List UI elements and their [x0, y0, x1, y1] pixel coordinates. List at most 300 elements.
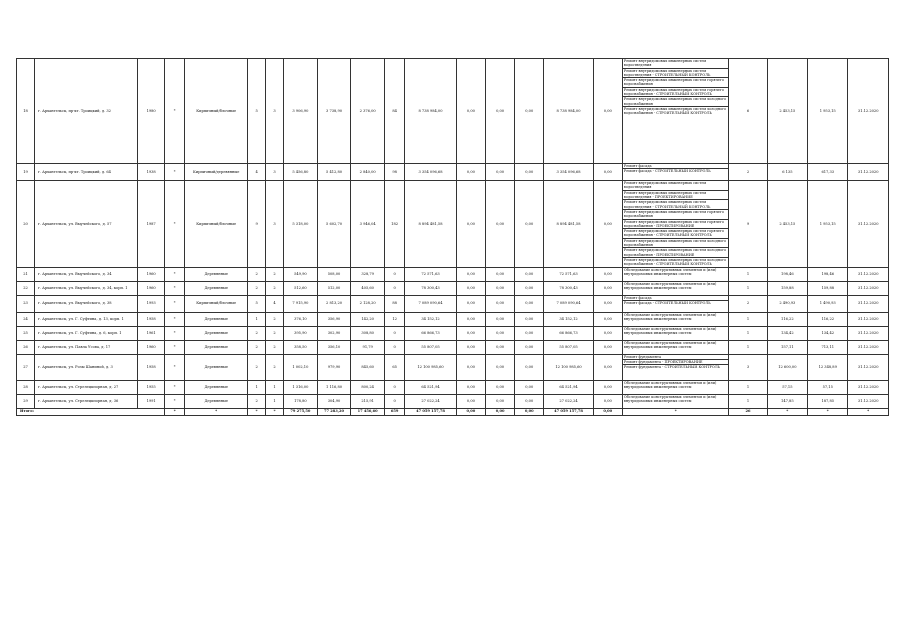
- work-types-cell: [622, 354, 729, 380]
- cell-z4: 0,00: [593, 295, 622, 312]
- cell-date: 31.12.2020: [848, 326, 889, 340]
- total-z3: 0,00: [515, 408, 544, 415]
- cell-peo: 0: [385, 380, 405, 394]
- cell-z2: 0,00: [485, 267, 514, 281]
- cell-z2: 0,00: [485, 164, 514, 181]
- table-row: [17, 267, 889, 281]
- work-types-cell: [622, 326, 729, 340]
- cell-date: 31.12.2020: [848, 312, 889, 326]
- cell-date: 31.12.2020: [848, 281, 889, 295]
- work-type-item: Ремонт внутридомовых инженерных систем горячего водоснабжения: [623, 210, 729, 220]
- work-type-item: Обследование конструктивных элементов и (или) внутридомовых инженерных систем: [623, 281, 717, 290]
- cell-peo: 65: [385, 354, 405, 380]
- cell-z3: 0,00: [515, 59, 544, 164]
- cell-d: *: [165, 281, 185, 295]
- cell-fl: 1: [248, 312, 266, 326]
- cell-k: 6: [729, 59, 767, 164]
- table-row: [17, 59, 889, 164]
- cell-c1: 6 135: [767, 164, 807, 181]
- table-row: [17, 394, 889, 408]
- cell-date: 31.12.2020: [848, 380, 889, 394]
- cell-z1: 0,00: [456, 59, 485, 164]
- cell-year: 1960: [138, 340, 165, 354]
- cell-peo: 0: [385, 394, 405, 408]
- cell-mat: Кирпичный/блочные: [185, 295, 248, 312]
- cell-c1: 2 490,93: [767, 295, 807, 312]
- cell-cost: 7 089 090,64: [405, 295, 457, 312]
- cell-k: 2: [729, 164, 767, 181]
- cell-k: 1: [729, 281, 767, 295]
- cell-en: 2: [266, 354, 284, 380]
- work-type-item: Обследование конструктивных элементов и (или) внутридомовых инженерных систем: [623, 380, 717, 389]
- total-cost: 47 059 157,78: [405, 408, 457, 415]
- cell-c1: 116,22: [767, 312, 807, 326]
- cell-z1: 0,00: [456, 281, 485, 295]
- cell-d: *: [165, 326, 185, 340]
- cell-mat: Деревянные: [185, 340, 248, 354]
- cell-year: 1960: [138, 267, 165, 281]
- cell-c2: 116,22: [808, 312, 848, 326]
- work-type-item: Ремонт фасада - СТРОИТЕЛЬНЫЙ КОНТРОЛЬ: [623, 300, 711, 305]
- cell-addr: г. Архангельск, ул. Выучейского, д. 34: [34, 267, 137, 281]
- cell-d: *: [165, 394, 185, 408]
- cell-mat: Кирпичный/блочные: [185, 181, 248, 267]
- cell-peo: 12: [385, 312, 405, 326]
- total-peo: 659: [385, 408, 405, 415]
- cell-a2: 356,10: [317, 340, 351, 354]
- work-type-item: Ремонт внутридомовых инженерных систем холодного водоснабжения: [623, 97, 729, 107]
- cell-date: 31.12.2020: [848, 181, 889, 267]
- cell-own: 78 300,43: [544, 281, 593, 295]
- work-type-item: Ремонт внутридомовых инженерных систем холодного водоснабжения - ПРОЕКТИРОВАНИЕ: [623, 248, 729, 258]
- cell-n: 19: [17, 164, 35, 181]
- cell-mat: Кирпичный/деревянные: [185, 164, 248, 181]
- cell-d: *: [165, 267, 185, 281]
- cell-en: 3: [266, 181, 284, 267]
- work-type-item: Ремонт внутридомовых инженерных систем горячего водоснабжения - СТРОИТЕЛЬНЫЙ КОНТРОЛЬ: [623, 229, 729, 239]
- cell-z3: 0,00: [515, 164, 544, 181]
- cell-date: 31.12.2020: [848, 354, 889, 380]
- cell-addr: г. Архангельск, пр-кт. Троицкий, д. 64: [34, 164, 137, 181]
- work-type-item: Ремонт внутридомовых инженерных систем горячего водоснабжения - СТРОИТЕЛЬНЫЙ КОНТРОЛЬ: [623, 88, 729, 98]
- cell-c1: 159,88: [767, 281, 807, 295]
- cell-addr: г. Архангельск, ул. Выучейского, д. 34, корп. 1: [34, 281, 137, 295]
- cell-date: 31.12.2020: [848, 164, 889, 181]
- cell-cost: 72 571,63: [405, 267, 457, 281]
- cell-cost: 8 738 984,00: [405, 59, 457, 164]
- cell-c2: 134,42: [808, 326, 848, 340]
- cell-k: 3: [729, 354, 767, 380]
- total-en: *: [266, 408, 284, 415]
- cell-en: 2: [266, 326, 284, 340]
- cell-a2: 304,90: [317, 394, 351, 408]
- cell-a2: 2 813,20: [317, 295, 351, 312]
- work-types-cell: [622, 340, 729, 354]
- cell-addr: г. Архангельск, пр-кт. Троицкий, д. 32: [34, 59, 137, 164]
- cell-en: 3: [266, 59, 284, 164]
- work-type-item: Ремонт внутридомовых инженерных систем водоотведения - СТРОИТЕЛЬНЫЙ КОНТРОЛЬ: [623, 69, 729, 79]
- table-row: [17, 340, 889, 354]
- work-types-cell: [622, 295, 729, 312]
- cell-fl: 9: [248, 181, 266, 267]
- cell-c2: 187,85: [808, 394, 848, 408]
- cell-d: *: [165, 380, 185, 394]
- cell-year: 1961: [138, 326, 165, 340]
- cell-n: 27: [17, 354, 35, 380]
- cell-year: 1960: [138, 281, 165, 295]
- work-type-item: Ремонт фундамента: [623, 355, 729, 360]
- work-types-cell: [622, 267, 729, 281]
- cell-a2: 979,90: [317, 354, 351, 380]
- cell-mat: Деревянные: [185, 281, 248, 295]
- cell-z2: 0,00: [485, 354, 514, 380]
- cell-mat: Деревянные: [185, 267, 248, 281]
- cell-c2: 713,11: [808, 340, 848, 354]
- cell-own: 7 089 090,64: [544, 295, 593, 312]
- total-mat: *: [185, 408, 248, 415]
- cell-c2: 1 953,15: [808, 181, 848, 267]
- cell-z1: 0,00: [456, 181, 485, 267]
- cell-own: 64 521,94: [544, 380, 593, 394]
- cell-c2: 159,88: [808, 281, 848, 295]
- cell-d: *: [165, 295, 185, 312]
- cell-a2: 356,90: [317, 312, 351, 326]
- cell-peo: 182: [385, 181, 405, 267]
- work-type-item: Ремонт внутридомовых инженерных систем холодного водоснабжения - СТРОИТЕЛЬНЫЙ КОНТРОЛЬ: [623, 257, 727, 267]
- cell-z2: 0,00: [485, 326, 514, 340]
- cell-k: 1: [729, 394, 767, 408]
- cell-c2: 57,15: [808, 380, 848, 394]
- work-type-item: Ремонт фундамента - СТРОИТЕЛЬНЫЙ КОНТРОЛЬ: [623, 365, 721, 370]
- work-types-cell: [622, 164, 729, 181]
- total-z1: 0,00: [456, 408, 485, 415]
- cell-z1: 0,00: [456, 295, 485, 312]
- cell-mat: Деревянные: [185, 354, 248, 380]
- cell-cost: 64 521,94: [405, 380, 457, 394]
- cell-c1: 12 600,00: [767, 354, 807, 380]
- cell-z4: 0,00: [593, 267, 622, 281]
- cell-a1: 358,50: [284, 340, 318, 354]
- total-date: *: [848, 408, 889, 415]
- work-type-item: Обследование конструктивных элементов и (или) внутридомовых инженерных систем: [623, 340, 717, 350]
- cell-a3: 845,60: [351, 354, 385, 380]
- work-types-cell: [622, 312, 729, 326]
- cell-own: 55 807,05: [544, 340, 593, 354]
- total-label: Итого:: [17, 408, 165, 415]
- cell-a1: 3 906,90: [284, 59, 318, 164]
- cell-year: 1958: [138, 312, 165, 326]
- cell-d: *: [165, 312, 185, 326]
- cell-date: 31.12.2020: [848, 340, 889, 354]
- cell-mat: Деревянные: [185, 394, 248, 408]
- cell-z2: 0,00: [485, 295, 514, 312]
- cell-addr: г. Архангельск, ул. Стрелецкпорная, д. 36: [34, 394, 137, 408]
- cell-z1: 0,00: [456, 312, 485, 326]
- cell-z2: 0,00: [485, 281, 514, 295]
- cell-z3: 0,00: [515, 326, 544, 340]
- cell-z4: 0,00: [593, 164, 622, 181]
- cell-cost: 66 866,73: [405, 326, 457, 340]
- cell-z4: 0,00: [593, 354, 622, 380]
- cell-z4: 0,00: [593, 59, 622, 164]
- cell-c1: 147,85: [767, 394, 807, 408]
- table-body: [17, 59, 889, 416]
- table-row: [17, 326, 889, 340]
- cell-date: 31.12.2020: [848, 394, 889, 408]
- cell-z3: 0,00: [515, 340, 544, 354]
- cell-z4: 0,00: [593, 340, 622, 354]
- cell-addr: г. Архангельск, ул. Г. Суфтина, д. 6, корп. 1: [34, 326, 137, 340]
- cell-fl: 2: [248, 394, 266, 408]
- cell-n: 22: [17, 281, 35, 295]
- cell-peo: 0: [385, 340, 405, 354]
- cell-z4: 0,00: [593, 312, 622, 326]
- total-row: [17, 408, 889, 415]
- total-a2: 77 283,20: [317, 408, 351, 415]
- cell-a3: 142,20: [351, 312, 385, 326]
- table-row: [17, 281, 889, 295]
- cell-en: 2: [266, 267, 284, 281]
- cell-z4: 0,00: [593, 394, 622, 408]
- capital-repair-table: [16, 58, 889, 416]
- cell-fl: 2: [248, 281, 266, 295]
- cell-peo: 88: [385, 295, 405, 312]
- cell-d: *: [165, 354, 185, 380]
- cell-c2: 1 953,15: [808, 59, 848, 164]
- work-type-item: Ремонт фасада: [623, 296, 729, 301]
- cell-z4: 0,00: [593, 181, 622, 267]
- cell-peo: 0: [385, 281, 405, 295]
- cell-year: 1938: [138, 164, 165, 181]
- cell-a2: 512,00: [317, 281, 351, 295]
- cell-d: *: [165, 59, 185, 164]
- cell-z1: 0,00: [456, 340, 485, 354]
- cell-own: 72 571,63: [544, 267, 593, 281]
- cell-c1: 57,15: [767, 380, 807, 394]
- total-z2: 0,00: [485, 408, 514, 415]
- cell-addr: г. Архангельск, ул. Стрелецкпорная, д. 27: [34, 380, 137, 394]
- work-types-cell: [622, 59, 729, 164]
- work-type-item: Ремонт внутридомовых инженерных систем холодного водоснабжения - СТРОИТЕЛЬНЫЙ КОНТРОЛЬ: [623, 106, 727, 116]
- cell-c1: 157,11: [767, 340, 807, 354]
- work-type-item: Обследование конструктивных элементов и (или) внутридомовых инженерных систем: [623, 326, 717, 336]
- cell-year: 1980: [138, 59, 165, 164]
- cell-date: 31.12.2020: [848, 59, 889, 164]
- work-type-item: Ремонт внутридомовых инженерных систем водоотведения - ПРОЕКТИРОВАНИЕ: [623, 191, 729, 201]
- cell-cost: 3 354 096,68: [405, 164, 457, 181]
- work-type-item: Ремонт фундамента - ПРОЕКТИРОВАНИЕ: [623, 360, 729, 365]
- work-type-item: Ремонт фасада: [623, 164, 729, 169]
- cell-mat: Деревянные: [185, 326, 248, 340]
- cell-peo: 98: [385, 164, 405, 181]
- cell-own: 66 866,73: [544, 326, 593, 340]
- cell-date: 31.12.2020: [848, 267, 889, 281]
- cell-year: 1993: [138, 295, 165, 312]
- cell-z3: 0,00: [515, 394, 544, 408]
- cell-z3: 0,00: [515, 281, 544, 295]
- cell-z4: 0,00: [593, 281, 622, 295]
- cell-a2: 5 412,80: [317, 164, 351, 181]
- cell-a1: 5 456,80: [284, 164, 318, 181]
- cell-c1: 2 453,15: [767, 181, 807, 267]
- cell-fl: 5: [248, 59, 266, 164]
- work-types-cell: [622, 394, 729, 408]
- cell-n: 29: [17, 394, 35, 408]
- cell-year: 1987: [138, 181, 165, 267]
- work-type-item: Ремонт внутридомовых инженерных систем горячего водоснабжения: [623, 78, 729, 88]
- total-a1: 79 275,50: [284, 408, 318, 415]
- cell-a1: 512,60: [284, 281, 318, 295]
- cell-mat: Деревянные: [185, 312, 248, 326]
- work-type-item: Обследование конструктивных элементов и (или) внутридомовых инженерных систем: [623, 312, 717, 322]
- cell-a1: 5 318,00: [284, 181, 318, 267]
- cell-mat: Кирпичный/блочные: [185, 59, 248, 164]
- cell-a3: 2 376,00: [351, 59, 385, 164]
- cell-a2: 3 738,90: [317, 59, 351, 164]
- cell-en: 1: [266, 380, 284, 394]
- cell-peo: 0: [385, 267, 405, 281]
- cell-k: 1: [729, 267, 767, 281]
- cell-z4: 0,00: [593, 380, 622, 394]
- cell-addr: г. Архангельск, ул. Павла Усова, д. 17: [34, 340, 137, 354]
- cell-own: 12 100 985,60: [544, 354, 593, 380]
- cell-z3: 0,00: [515, 267, 544, 281]
- cell-cost: 78 300,43: [405, 281, 457, 295]
- cell-c2: 617,33: [808, 164, 848, 181]
- cell-fl: 2: [248, 267, 266, 281]
- table-row: [17, 380, 889, 394]
- cell-addr: г. Архангельск, ул. Выучейского, д. 57: [34, 181, 137, 267]
- cell-addr: г. Архангельск, ул. Розы Шаниной, д. 3: [34, 354, 137, 380]
- work-type-item: Ремонт фасада - СТРОИТЕЛЬНЫЙ КОНТРОЛЬ: [623, 169, 711, 174]
- table-row: [17, 312, 889, 326]
- cell-year: 1955: [138, 380, 165, 394]
- cell-n: 24: [17, 312, 35, 326]
- cell-z1: 0,00: [456, 164, 485, 181]
- cell-en: 3: [266, 164, 284, 181]
- cell-a3: 3 946,04: [351, 181, 385, 267]
- table-row: [17, 181, 889, 267]
- cell-mat: Деревянные: [185, 380, 248, 394]
- cell-fl: 2: [248, 340, 266, 354]
- cell-n: 21: [17, 267, 35, 281]
- cell-addr: г. Архангельск, ул. Г. Суфтина, д. 13, корп. 1: [34, 312, 137, 326]
- cell-addr: г. Архангельск, ул. Выучейского, д. 38: [34, 295, 137, 312]
- cell-a1: 395,90: [284, 326, 318, 340]
- cell-n: 18: [17, 59, 35, 164]
- cell-n: 23: [17, 295, 35, 312]
- cell-z2: 0,00: [485, 59, 514, 164]
- cell-a1: 549,90: [284, 267, 318, 281]
- cell-en: 1: [266, 394, 284, 408]
- cell-z3: 0,00: [515, 380, 544, 394]
- cell-d: *: [165, 181, 185, 267]
- cell-a2: 302,90: [317, 326, 351, 340]
- cell-cost: 12 100 985,60: [405, 354, 457, 380]
- cell-a1: 376,10: [284, 312, 318, 326]
- cell-k: 9: [729, 181, 767, 267]
- cell-fl: 2: [248, 326, 266, 340]
- cell-cost: 55 807,05: [405, 340, 457, 354]
- work-types-cell: [622, 380, 729, 394]
- cell-a1: 7 915,90: [284, 295, 318, 312]
- total-own: 47 059 157,78: [544, 408, 593, 415]
- cell-own: 3 354 096,68: [544, 164, 593, 181]
- cell-z3: 0,00: [515, 295, 544, 312]
- work-types-cell: [622, 181, 729, 267]
- work-type-item: Ремонт внутридомовых инженерных систем горячего водоснабжения - ПРОЕКТИРОВАНИЕ: [623, 220, 729, 230]
- cell-a3: 800,24: [351, 380, 385, 394]
- work-type-item: Ремонт внутридомовых инженерных систем водоотведения: [623, 59, 729, 69]
- cell-fl: 2: [248, 354, 266, 380]
- total-a3: 17 456,60: [351, 408, 385, 415]
- total-fl: *: [248, 408, 266, 415]
- cell-cost: 27 022,24: [405, 394, 457, 408]
- total-works: *: [622, 408, 729, 415]
- work-type-item: Ремонт внутридомовых инженерных систем холодного водоснабжения: [623, 239, 729, 249]
- cell-cost: 8 894 481,58: [405, 181, 457, 267]
- cell-a3: 91,79: [351, 340, 385, 354]
- work-type-item: Ремонт внутридомовых инженерных систем водоотведения: [623, 181, 729, 191]
- cell-a3: 405,60: [351, 281, 385, 295]
- cell-en: 2: [266, 312, 284, 326]
- cell-z2: 0,00: [485, 394, 514, 408]
- cell-k: 1: [729, 312, 767, 326]
- cell-n: 20: [17, 181, 35, 267]
- cell-n: 25: [17, 326, 35, 340]
- cell-own: 8 894 481,58: [544, 181, 593, 267]
- cell-z2: 0,00: [485, 380, 514, 394]
- cell-own: 8 738 984,00: [544, 59, 593, 164]
- table-row: [17, 354, 889, 380]
- cell-k: 1: [729, 340, 767, 354]
- cell-c1: 198,46: [767, 267, 807, 281]
- cell-z3: 0,00: [515, 312, 544, 326]
- cell-z2: 0,00: [485, 340, 514, 354]
- cell-en: 2: [266, 340, 284, 354]
- cell-d: *: [165, 164, 185, 181]
- cell-z1: 0,00: [456, 326, 485, 340]
- cell-c2: 198,46: [808, 267, 848, 281]
- cell-a2: 1 116,80: [317, 380, 351, 394]
- cell-z3: 0,00: [515, 181, 544, 267]
- cell-fl: 4: [248, 164, 266, 181]
- cell-c2: 1 490,93: [808, 295, 848, 312]
- cell-d: *: [165, 340, 185, 354]
- cell-date: 31.12.2020: [848, 295, 889, 312]
- cell-c1: 134,42: [767, 326, 807, 340]
- cell-a3: 2 840,00: [351, 164, 385, 181]
- cell-own: 34 152,12: [544, 312, 593, 326]
- table-row: [17, 164, 889, 181]
- cell-a3: 328,79: [351, 267, 385, 281]
- total-c1: *: [767, 408, 807, 415]
- cell-a3: 215,91: [351, 394, 385, 408]
- cell-z1: 0,00: [456, 394, 485, 408]
- total-k: 26: [729, 408, 767, 415]
- total-c2: *: [808, 408, 848, 415]
- cell-fl: 5: [248, 295, 266, 312]
- total-z4: 0,00: [593, 408, 622, 415]
- cell-a2: 508,00: [317, 267, 351, 281]
- cell-z4: 0,00: [593, 326, 622, 340]
- cell-z1: 0,00: [456, 267, 485, 281]
- cell-en: 4: [266, 295, 284, 312]
- cell-k: 1: [729, 380, 767, 394]
- cell-z1: 0,00: [456, 354, 485, 380]
- cell-z2: 0,00: [485, 312, 514, 326]
- work-type-item: Ремонт внутридомовых инженерных систем водоотведения - СТРОИТЕЛЬНЫЙ КОНТРОЛЬ: [623, 200, 729, 210]
